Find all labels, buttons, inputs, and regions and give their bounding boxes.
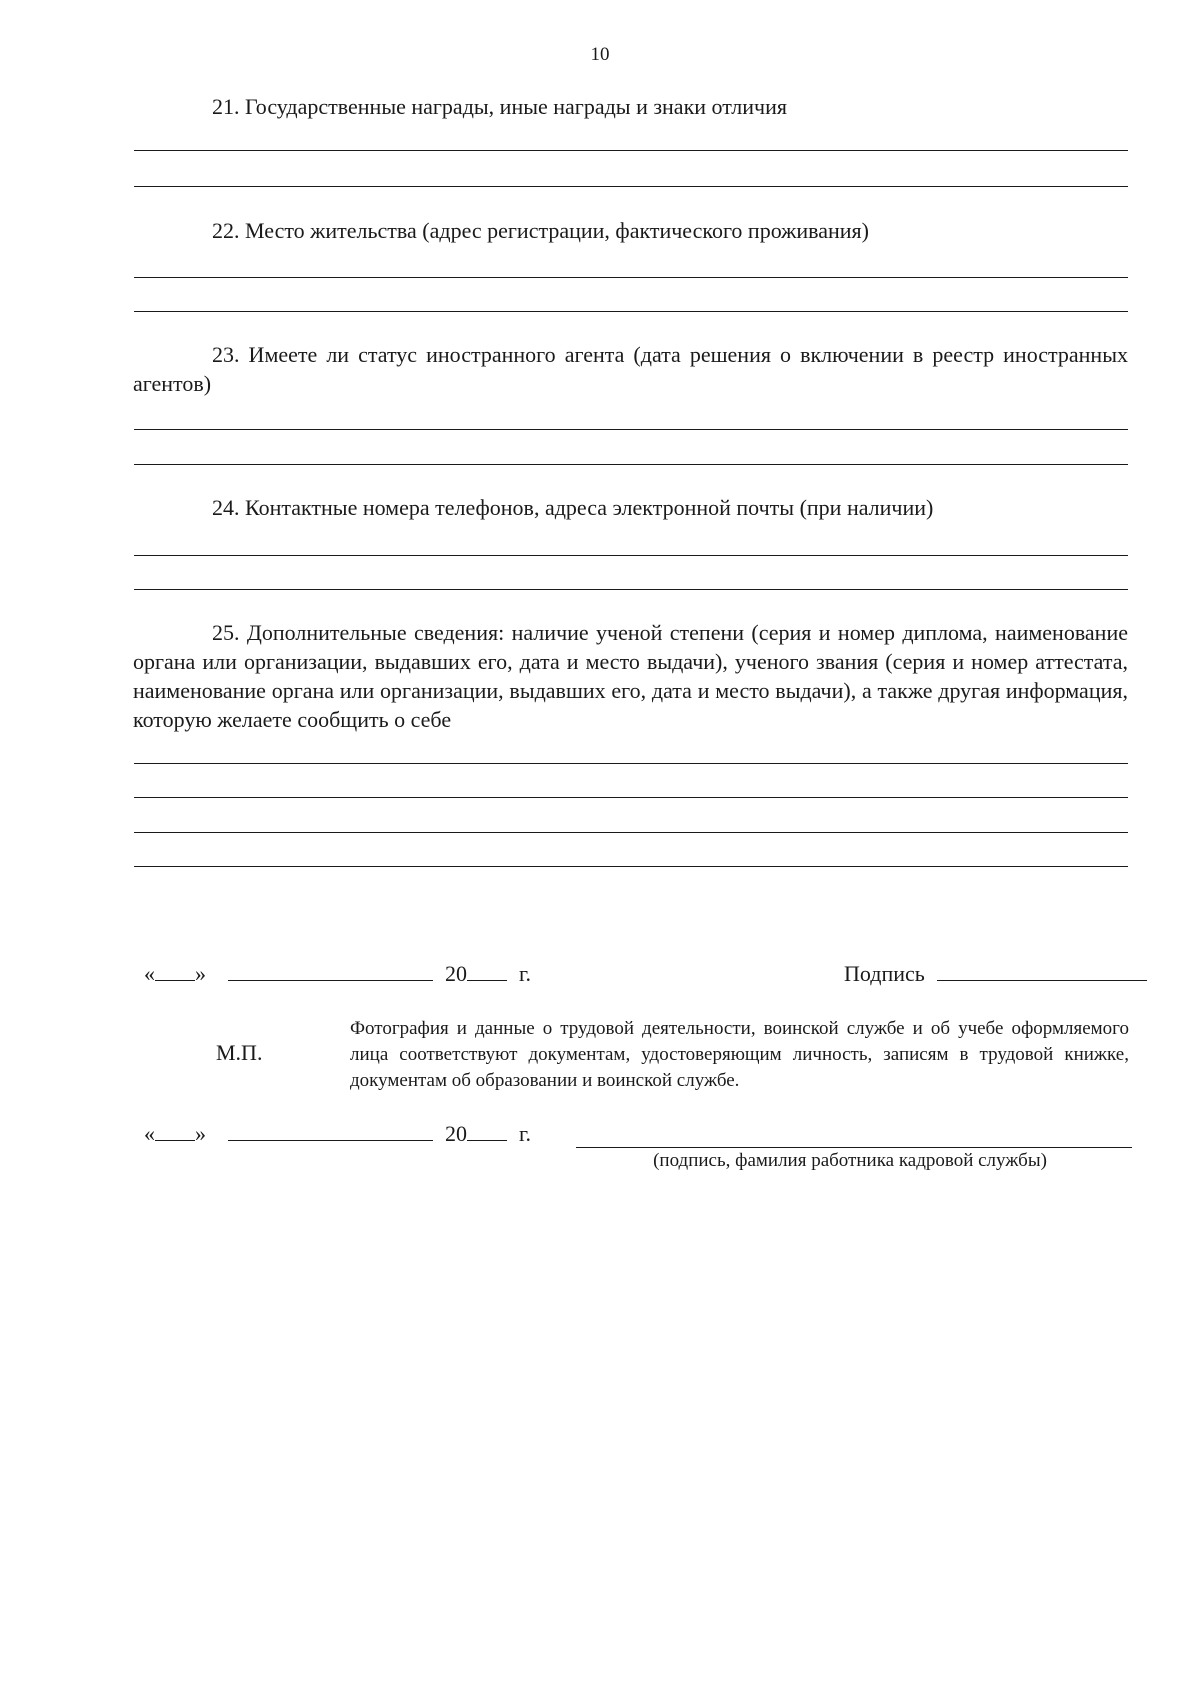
contacts-input-line-2[interactable] [134, 589, 1128, 590]
applicant-month-input[interactable] [228, 960, 433, 981]
certification-text: Фотография и данные о трудовой деятельности, воинской службе и об учебе оформляемого лица соответствуют документам, удостоверяющим личность, записям в трудовой книжке, документам об образовании и воинской службе. [350, 1018, 1129, 1091]
additional-info-input-line-3[interactable] [134, 832, 1128, 833]
date-close-quote: » [195, 1121, 206, 1146]
page-number: 10 [590, 44, 610, 65]
hr-year-input[interactable] [467, 1120, 507, 1141]
section-24-contacts-label: 24. Контактные номера телефонов, адреса электронной почты (при наличии) [212, 495, 934, 520]
applicant-signature-input[interactable] [937, 960, 1147, 981]
contacts-input-line-1[interactable] [134, 555, 1128, 556]
residence-input-line-2[interactable] [134, 311, 1128, 312]
date-open-quote: « [144, 961, 155, 986]
applicant-year-input[interactable] [467, 960, 507, 981]
awards-input-line-2[interactable] [134, 186, 1128, 187]
year-prefix: 20 [445, 961, 467, 986]
date-open-quote: « [144, 1121, 155, 1146]
date-close-quote: » [195, 961, 206, 986]
applicant-signature-block [844, 960, 1147, 987]
hr-month-input[interactable] [228, 1120, 433, 1141]
hr-signature-input[interactable] [576, 1147, 1132, 1148]
foreign-agent-input-line-2[interactable] [134, 464, 1128, 465]
hr-date-field [144, 1120, 531, 1148]
hr-signature-caption: (подпись, фамилия работника кадровой службы) [653, 1150, 1047, 1171]
applicant-date-field [144, 960, 531, 988]
section-22-residence-label: 22. Место жительства (адрес регистрации, фактического проживания) [212, 218, 869, 243]
section-23-foreign-agent-label: 23. Имеете ли статус иностранного агента (дата решения о включении в реестр иностранных агентов) [133, 342, 1128, 396]
residence-input-line-1[interactable] [134, 277, 1128, 278]
signature-label: Подпись [844, 961, 925, 986]
section-21-awards-label: 21. Государственные награды, иные награды и знаки отличия [212, 94, 788, 119]
section-25-additional-info-label: 25. Дополнительные сведения: наличие ученой степени (серия и номер диплома, наименование органа или организации, выдавших его, дата и место выдачи), ученого звания (серия и номер аттестата, наименование органа или организации, выдавших его, дата и место выдачи), а также другая информация, которую желаете сообщить о себе [133, 620, 1128, 732]
year-suffix: г. [519, 1121, 532, 1146]
additional-info-input-line-2[interactable] [134, 797, 1128, 798]
year-prefix: 20 [445, 1121, 467, 1146]
stamp-label: М.П. [216, 1040, 263, 1065]
foreign-agent-input-line-1[interactable] [134, 429, 1128, 430]
hr-day-input[interactable] [155, 1120, 195, 1141]
additional-info-input-line-4[interactable] [134, 866, 1128, 867]
awards-input-line-1[interactable] [134, 150, 1128, 151]
year-suffix: г. [519, 961, 532, 986]
additional-info-input-line-1[interactable] [134, 763, 1128, 764]
applicant-day-input[interactable] [155, 960, 195, 981]
